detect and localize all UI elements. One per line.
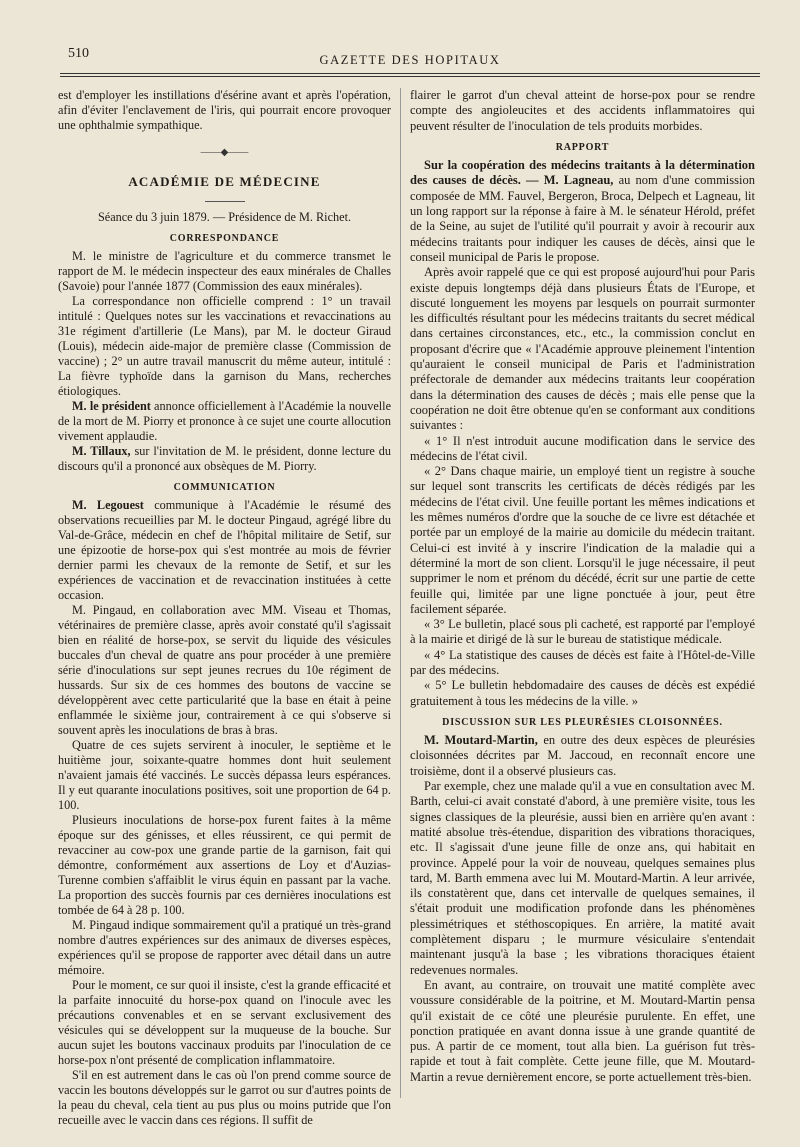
header-rule-thin xyxy=(60,76,760,77)
paragraph: S'il en est autrement dans le cas où l'on prend comme source de vaccin les boutons développés sur le garrot ou sur d'autres points de la peau du cheval, cela tient au pus plus ou moins putride que l'on recueille avec le vaccin dans ces régions. Il suffit de xyxy=(58,1068,391,1127)
speaker-name: M. le président xyxy=(72,399,151,413)
page-header xyxy=(60,44,760,74)
speaker-name: — M. Lagneau, xyxy=(520,173,614,188)
paragraph: Par exemple, chez une malade qu'il a vue en consultation avec M. Barth, celui-ci avait constaté d'abord, à une première visite, tous les signes classiques de la pleurésie, aussi bien en arrière qu'en avant : matité absolue très-étendue, disparition des vibrations thoraciques, etc. Il s'agissait d'une jeune fille de onze ans, qui habitait en province. Appelé pour la voir de nouveau, quelques semaines plus tard, M. Barth emmena avec lui M. Moutard-Martin. A leur arrivée, ils constatèrent que, dans cet intervalle de quelques semaines, il s'était produit une modification profonde dans les phénomènes plessimétriques et stéthoscopiques. En arrière, la matité avait complètement disparu ; le murmure vésiculaire s'entendait maintenant jusqu'à la base ; les vibrations thoraciques étaient redevenues normales. xyxy=(410,779,755,977)
paragraph: Sur la coopération des médecins traitants à la détermination des causes de décès. — M. Lagneau, au nom d'une commission composée de MM. Fauvel, Bergeron, Broca, Delpech et Lagneau, lit un long rapport sur la réponse à faire à M. le sénateur Hérold, préfet de la Seine, au sujet de l'utilité qu'il pourrait y avoir à recourir aux médecins traitants pour indiquer les causes de décès, ainsi que le conseil municipal de Paris le propose. xyxy=(410,158,755,264)
paragraph: « 4° La statistique des causes de décès est faite à l'Hôtel-de-Ville par des médecins. xyxy=(410,647,755,677)
running-title: GAZETTE DES HOPITAUX xyxy=(319,53,501,67)
paragraph: M. Tillaux, sur l'invitation de M. le président, donne lecture du discours qu'il a prononcé aux obsèques de M. Piorry. xyxy=(58,444,391,473)
paragraph: M. Moutard-Martin, en outre des deux espèces de pleurésies cloisonnées décrites par M. Jaccoud, en reconnaît encore une troisième, dont il a observé plusieurs cas. xyxy=(410,733,755,778)
paragraph: Après avoir rappelé que ce qui est proposé aujourd'hui pour Paris existe depuis longtemps déjà dans plusieurs États de l'Europe, et discuté longuement les moyens par lesquels on pourrait surmonter les difficultés résultant pour les médecins traitants du secret médical dans certaines circonstances, etc., etc., la commission conclut en proposant d'écrire que « l'Académie approuve pleinement l'intention qu'auraient le conseil municipal de Paris et l'administration préfectorale de demander aux médecins traitants leur coopération dans la détermination des causes de décès ; mais elle pense que la coopération ne doit être obtenue qu'en se conformant aux conditions suivantes : xyxy=(410,265,755,433)
paragraph: M. le ministre de l'agriculture et du commerce transmet le rapport de M. le médecin inspecteur des eaux minérales de Challes (Savoie) pour l'année 1877 (Commission des eaux minérales). xyxy=(58,249,391,293)
paragraph: M. Pingaud indique sommairement qu'il a pratiqué un très-grand nombre d'autres expériences sur des animaux de diverses espèces, expériences qu'il se propose de rapporter avec détail dans un autre mémoire. xyxy=(58,918,391,977)
speaker-name: M. Legouest xyxy=(72,498,144,512)
paragraph: « 2° Dans chaque mairie, un employé tient un registre à souche sur lequel sont transcrits les certificats de décès rédigés par les médecins de l'état civil. Une feuille portant les mêmes indications et les mêmes numéros d'ordre que la souche de ce livre est détachée et portée par un employé de la mairie au domicile du médecin traitant. Celui-ci est invité à y inscrire l'indication de la maladie qui a déterminé la mort de son client. Lorsqu'il le juge nécessaire, il peut supprimer le nom et prénom du décédé, écrit sur une partie de cette feuille qui, limitée par une ligne ponctuée à jour, peut être facilement séparée. xyxy=(410,464,755,616)
paragraph: « 1° Il n'est introduit aucune modification dans le service des médecins de l'état civil. xyxy=(410,433,755,463)
rapport-title: Sur la coopération des médecins traitants à la détermination des causes de décès. xyxy=(410,158,755,188)
seance-line: Séance du 3 juin 1879. — Présidence de M. Richet. xyxy=(97,210,352,224)
column-divider xyxy=(400,88,401,1098)
discussion-heading: DISCUSSION SUR LES PLEURÉSIES CLOISONNÉES. xyxy=(442,716,723,728)
paragraph: Pour le moment, ce sur quoi il insiste, c'est la grande efficacité et la parfaite innocuité du horse-pox quand on l'inocule avec les précautions convenables et en se servant exclusivement des vésicules qui se développent sur la muqueuse de la bouche. Sur aucun sujet les boutons vaccinaux produits par l'inoculation de ce horse-pox n'ont présenté de complication inflammatoire. xyxy=(58,978,391,1067)
paragraph: « 3° Le bulletin, placé sous pli cacheté, est rapporté par l'employé à la mairie et dirigé de là sur le bureau de statistique médicale. xyxy=(410,617,755,647)
correspondance-heading: CORRESPONDANCE xyxy=(169,233,280,244)
paragraph: En avant, au contraire, on trouvait une matité complète avec voussure considérable de la poitrine, et M. Moutard-Martin pensa qu'il existait de ce côté une pleurésie purulente. En effet, une ponction pratiquée en avant donna issue à une grande quantité de pus. A partir de ce moment, tout alla bien. La guérison fut très-rapide et tout à fait complète. Cette jeune fille, que M. Moutard-Martin a revue dernièrement encore, se porte actuellement très-bien. xyxy=(410,977,755,1084)
section-ornament: ——◆—— xyxy=(200,147,249,158)
communication-heading: COMMUNICATION xyxy=(173,482,276,493)
paragraph: Quatre de ces sujets servirent à inoculer, le septième et le huitième jour, soixante-quatre hommes dont huit seulement n'avaient jamais été vaccinés. Le succès dépassa leurs espérances. Il y eut quarante inoculations positives, soit une proportion de 64 p. 100. xyxy=(58,738,391,812)
continued-paragraph: flairer le garrot d'un cheval atteint de horse-pox pour se rendre compte des angioleucites et des accidents inflammatoires qui peuvent résulter de l'inoculation de tels produits morbides. xyxy=(410,88,755,133)
paragraph: La correspondance non officielle comprend : 1° un travail intitulé : Quelques notes sur les vaccinations et revaccinations au 31e régiment d'artillerie (Le Mans), par M. le docteur Giraud (Louis), médecin aide-major de première classe (Commission de vaccine) ; 2° un autre travail manuscrit du même auteur, intitulé : La fièvre typhoïde dans la garnison du Mans, recherches étiologiques. xyxy=(58,294,391,398)
academy-title: ACADÉMIE DE MÉDECINE xyxy=(128,174,321,189)
paragraph: M. le président annonce officiellement à l'Académie la nouvelle de la mort de M. Piorry et prononce à ce sujet une courte allocution vivement applaudie. xyxy=(58,399,392,443)
header-rule xyxy=(60,73,760,74)
page-number: 510 xyxy=(68,46,89,61)
rapport-heading: RAPPORT xyxy=(555,141,610,153)
paragraph: M. Pingaud, en collaboration avec MM. Viseau et Thomas, vétérinaires de première classe, après avoir constaté qu'il s'agissait bien en réalité de horse-pox, se servit du liquide des vésicules buccales d'un cheval de quatre ans pour procéder à une première série d'inoculations sur sept jeunes recrues du 10e régiment de hussards. Sur six de ces hommes des boutons de vaccine se développèrent avec cette particularité que la base en était à peine enflammée le sixième jour, contrairement à ce qui s'observe si souvent après les inoculations de bras à bras. xyxy=(58,603,391,737)
right-column xyxy=(410,88,755,1085)
short-divider xyxy=(205,201,245,202)
intro-paragraph: est d'employer les instillations d'ésérine avant et après l'opération, afin d'éviter l'enclavement de l'iris, qui pourrait encore provoquer une ophthalmie sympathique. xyxy=(58,88,391,132)
speaker-name: M. Tillaux, xyxy=(72,444,131,458)
left-column xyxy=(58,88,391,1128)
paragraph: M. Legouest communique à l'Académie le résumé des observations recueillies par M. le docteur Pingaud, agrégé libre du Val-de-Grâce, médecin en chef de l'hôpital militaire de Setif, sur une épizootie de horse-pox qui s'est montrée au mois de février dernier parmi les chevaux de la remonte de Setif, et sur les expériences de vaccination et de revaccination instituées à cette occasion. xyxy=(58,498,391,602)
paragraph: « 5° Le bulletin hebdomadaire des causes de décès est expédié gratuitement à tous les médecins de la ville. » xyxy=(410,678,755,708)
speaker-name: M. Moutard-Martin, xyxy=(424,733,538,748)
paragraph: Plusieurs inoculations de horse-pox furent faites à la même époque sur des génisses, et elles réussirent, ce qui permit de revacciner au cow-pox une grande partie de la garnison, fait qui démontre, conformément aux assertions de Loy et d'Auzias-Turenne combien s'affaiblit le virus équin en passant par la vache. La proportion des succès fournis par ces dernières inoculations est tombée de 64 à 28 p. 100. xyxy=(58,813,391,917)
